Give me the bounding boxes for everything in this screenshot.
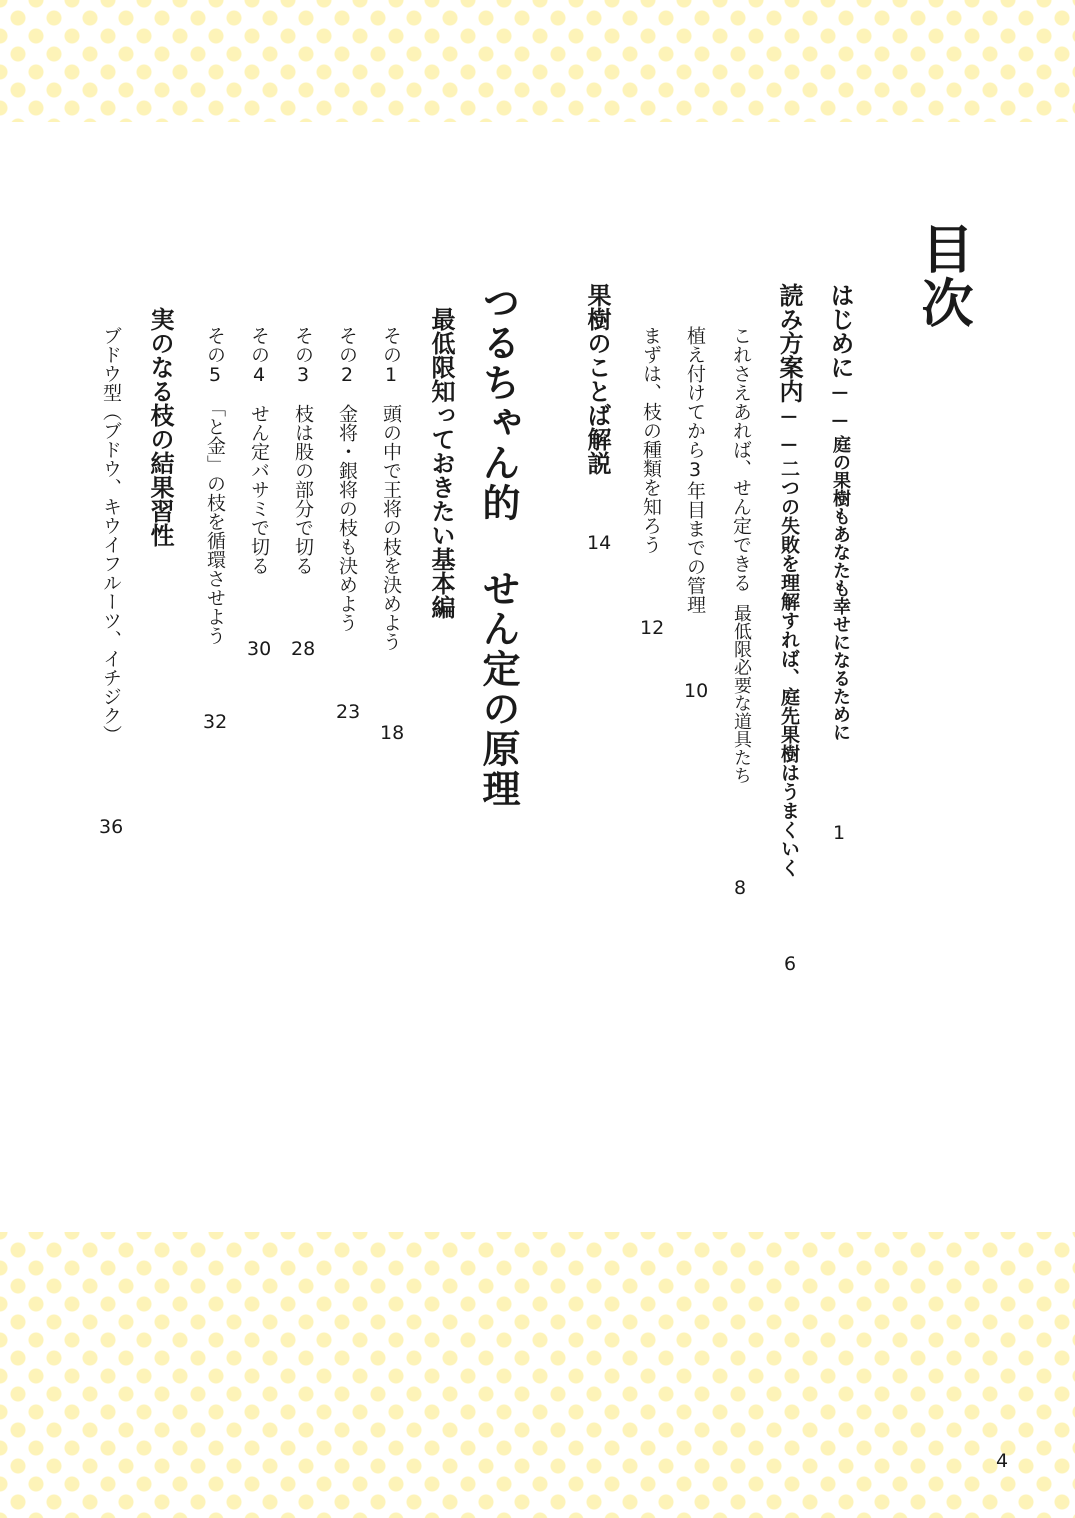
toc-guide: [777, 283, 801, 877]
toc-guide-heading: 読み方案内: [775, 283, 803, 403]
toc-fruiting-item-1-page: 36: [99, 816, 124, 838]
toc-basics-item-1-page: 18: [380, 722, 405, 744]
toc-branch-types-label: まずは、枝の種類を知ろう: [640, 326, 662, 554]
toc-basics-item-2: [337, 326, 356, 632]
page-title: 目次: [912, 222, 972, 330]
toc-basics-item-3-num: その3: [292, 326, 314, 386]
toc-intro: [828, 283, 852, 741]
toc-principles-heading: つるちゃん的 せん定の原理: [476, 283, 520, 809]
dot-pattern-top: [0, 0, 1075, 122]
toc-glossary-page: 14: [587, 532, 612, 554]
toc-guide-dash: ──: [775, 403, 803, 459]
toc-branch-types-page: 12: [640, 617, 665, 639]
toc-fruiting-heading: 実のなる枝の結果習性: [146, 307, 174, 547]
toc-intro-page: 1: [833, 822, 846, 844]
toc-fruiting-item-1-text: ブドウ型（ブドウ、キウイフルーツ、イチジク）: [100, 326, 122, 744]
toc-basics-item-5-page: 32: [203, 711, 228, 733]
toc-basics-item-1-text: 頭の中で王将の枝を決めよう: [380, 404, 402, 651]
toc-basics-item-1-num: その1: [380, 326, 402, 386]
toc-basics-item-2-text: 金将・銀将の枝も決めよう: [336, 404, 358, 632]
toc-basics-item-5: [205, 326, 224, 645]
toc-basics-item-4-num: その4: [248, 326, 270, 386]
toc-basics-item-3: [293, 326, 312, 575]
toc-basics-item-2-num: その2: [336, 326, 358, 386]
toc-guide-page: 6: [784, 953, 797, 975]
toc-basics-item-4-text: せん定バサミで切る: [248, 404, 270, 575]
toc-tools-subtitle: 最低限必要な道具たち: [731, 604, 752, 784]
dot-pattern-bottom: [0, 1232, 1075, 1518]
toc-basics-heading: 最低限知っておきたい基本編: [427, 307, 455, 619]
toc-basics-item-4-page: 30: [247, 638, 272, 660]
toc-basics-item-4: [249, 326, 268, 575]
toc-intro-subtitle: 庭の果樹もあなたも幸せになるために: [830, 435, 851, 741]
toc-basics-item-2-page: 23: [336, 701, 361, 723]
toc-tools-label: これさえあれば、せん定できる: [730, 326, 752, 592]
toc-intro-dash: ──: [826, 379, 854, 435]
toc-basics-item-3-page: 28: [291, 638, 316, 660]
toc-tools-page: 8: [734, 877, 747, 899]
page-number: 4: [996, 1450, 1009, 1472]
toc-care-label: 植え付けてから3年目までの管理: [684, 326, 706, 614]
toc-basics-item-5-text: 「と金」の枝を循環させよう: [204, 398, 226, 645]
toc-intro-heading: はじめに: [826, 283, 854, 379]
toc-care-page: 10: [684, 680, 709, 702]
toc-glossary-label: 果樹のことば解説: [583, 283, 611, 475]
toc-basics-item-1: [381, 326, 400, 651]
toc-guide-subtitle: 二つの失敗を理解すれば、庭先果樹はうまくいく: [778, 459, 800, 877]
toc-basics-item-3-text: 枝は股の部分で切る: [292, 404, 314, 575]
toc-tools: [731, 326, 750, 784]
toc-basics-item-5-num: その5: [204, 326, 226, 386]
